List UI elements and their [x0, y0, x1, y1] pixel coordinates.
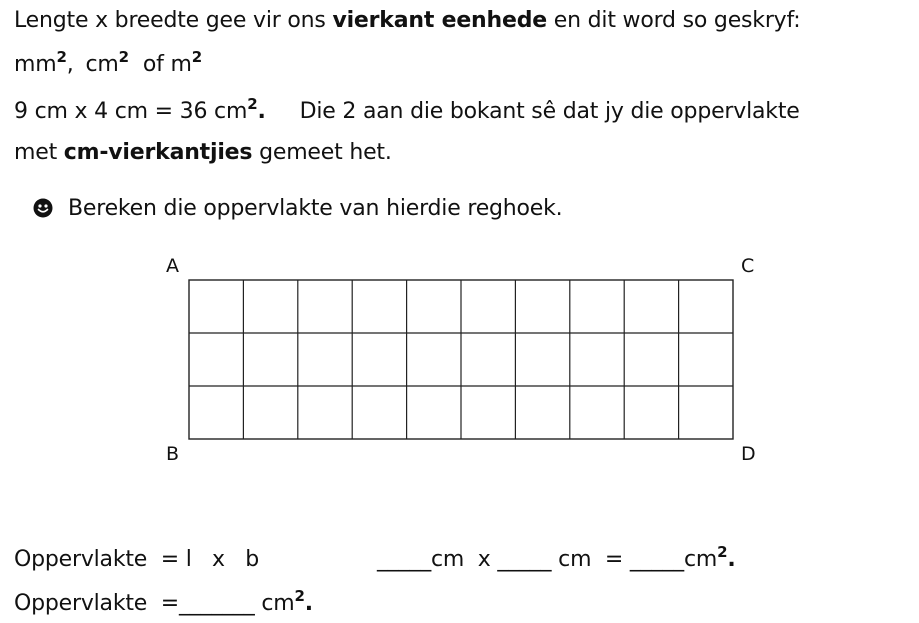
area-formula-label: Oppervlakte = l x b [14, 547, 260, 572]
intro-line-1 [14, 6, 800, 36]
answer-blank-breadth[interactable]: _____ [497, 547, 552, 572]
rectangle-grid [188, 279, 734, 441]
intro-text: Lengte x breedte gee vir ons [14, 8, 333, 33]
answer-blank-area[interactable]: _____ [629, 547, 684, 572]
corner-label-c: C [741, 255, 755, 277]
corner-label-d: D [741, 443, 756, 465]
example-equation: 9 cm x 4 cm = 36 $cm^2$. [14, 95, 266, 124]
example-bold-term: cm-vierkantjies [63, 140, 253, 165]
intro-text-end: en dit word so geskryf: [546, 8, 801, 33]
area-result-line: Oppervlakte =_______ $cm^2$. [14, 587, 313, 616]
area-result-label: Oppervlakte = [14, 591, 179, 616]
task-text: Bereken die oppervlakte van hierdie reghoek. [68, 196, 563, 221]
intro-bold-term: vierkant eenhede [332, 8, 547, 33]
example-explanation: Die 2 aan die bokant sê dat jy die oppervlakte [299, 99, 800, 124]
unit-cm: $cm^2$ [85, 48, 129, 77]
area-formula-line: Oppervlakte = l x b _____cm x _____ cm = $\_\_\_\_\_cm^2$. [14, 543, 736, 572]
answer-blank-result[interactable]: _______ [178, 591, 255, 616]
corner-label-b: B [166, 443, 180, 465]
corner-label-a: A [166, 255, 179, 277]
unit-m: of $m^2$ [142, 48, 202, 77]
answer-blank-length[interactable]: _____ [377, 547, 432, 572]
smiley-icon [33, 198, 53, 218]
unit-mm: $mm^2$, [14, 48, 74, 77]
example-line-2: met cm-vierkantjies gemeet het. [14, 140, 392, 165]
example-line [14, 97, 800, 127]
units-line [14, 50, 202, 80]
